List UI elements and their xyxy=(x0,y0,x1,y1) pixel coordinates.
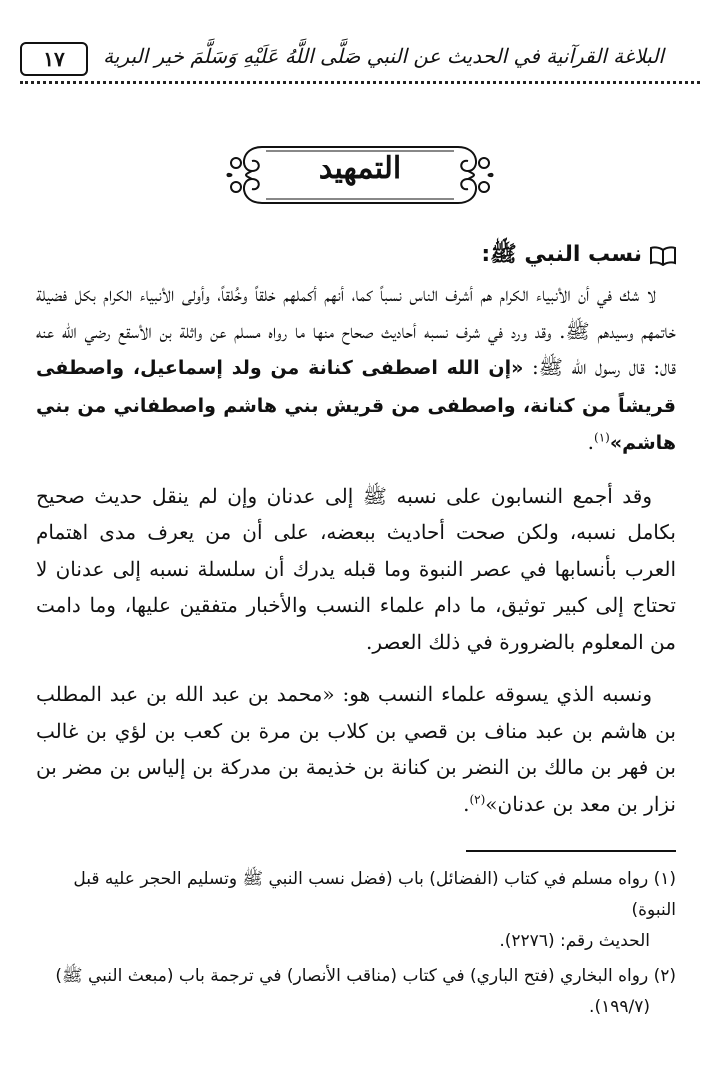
footnote-2-text: رواه البخاري (فتح الباري) في كتاب (مناقب الأنصار) في ترجمة باب (مبعث النبي ﷺ) xyxy=(55,966,649,986)
footnote-2-number: (٢) xyxy=(653,966,676,986)
paragraph-3 xyxy=(36,676,676,822)
section-heading-text: نسب النبي ﷺ: xyxy=(481,242,642,267)
book-icon xyxy=(650,246,676,266)
body-text xyxy=(36,276,676,838)
chapter-title-cartouche xyxy=(222,141,498,209)
lineage-text: ونسبه الذي يسوقه علماء النسب هو: «محمد بن عبد الله بن عبد المطلب بن هاشم بن عبد مناف بن قصي بن كلاب بن مرة بن كعب بن لؤي بن غالب بن فهر بن مالك بن النضر بن كنانة بن خذيمة بن مدركة بن إلياس بن مضر بن نزار بن معد بن عدنان» xyxy=(36,682,676,816)
footnotes xyxy=(36,864,676,1027)
paragraph-1-intro: لا شك في أن الأنبياء الكرام هم أشرف الناس نسباً كما، أنهم أكملهم خلقاً وخُلقاً، وأولى الأنبياء الكرام بكل فضيلة خاتمهم وسيدهم ﷺ. وقد ورد في شرف نسبه أحاديث صحاح منها ما رواه مسلم عن واثلة بن الأسقع رضي الله عنه قال: قال رسول الله ﷺ: xyxy=(36,282,676,379)
section-heading xyxy=(481,240,676,272)
footnote-ref-2: (٢) xyxy=(469,791,486,806)
footnote-2-continued: (١٩٩/٧). xyxy=(589,997,650,1017)
paragraph-1-end: . xyxy=(587,430,594,454)
footnote-1-text: رواه مسلم في كتاب (الفضائل) باب (فضل نسب النبي ﷺ وتسليم الحجر عليه قبل النبوة) xyxy=(73,869,676,920)
hadith-quote: «إن الله اصطفى كنانة من ولد إسماعيل، واصطفى قريشاً من كنانة، واصطفى من قريش بني هاشم واصطفاني من بني هاشم» xyxy=(36,357,676,454)
footnote-ref-1: (١) xyxy=(594,430,610,445)
footnote-separator xyxy=(466,850,676,852)
running-title: البلاغة القرآنية في الحديث عن النبي صَلَّى اللَّهُ عَلَيْهِ وَسَلَّمَ خير البرية xyxy=(103,44,664,68)
paragraph-2: وقد أجمع النسابون على نسبه ﷺ إلى عدنان وإن لم ينقل حديث صحيح بكامل نسبه، ولكن صحت أحاديث ببعضه، على أن من يعرف مدى اهتمام العرب بأنسابها في عصر النبوة وما قبله يدرك أن سلسلة نسبه إلى عدنان لا تحتاج إلى كبير توثيق، ما دام علماء النسب والأخبار متفقين عليها، وما دامت من المعلوم بالضرورة في ذلك العصر. xyxy=(36,483,676,654)
footnote-2 xyxy=(36,961,676,1023)
header-dotted-rule xyxy=(20,81,700,84)
footnote-1-number: (١) xyxy=(653,869,676,889)
running-header xyxy=(20,36,700,84)
paragraph-1 xyxy=(36,276,676,462)
paragraph-3-end: . xyxy=(463,791,470,816)
footnote-1 xyxy=(36,864,676,957)
footnote-1-continued: الحديث رقم: (٢٢٧٦). xyxy=(499,931,650,951)
page-number: ١٧ xyxy=(20,42,88,76)
chapter-title: التمهيد xyxy=(318,151,402,186)
